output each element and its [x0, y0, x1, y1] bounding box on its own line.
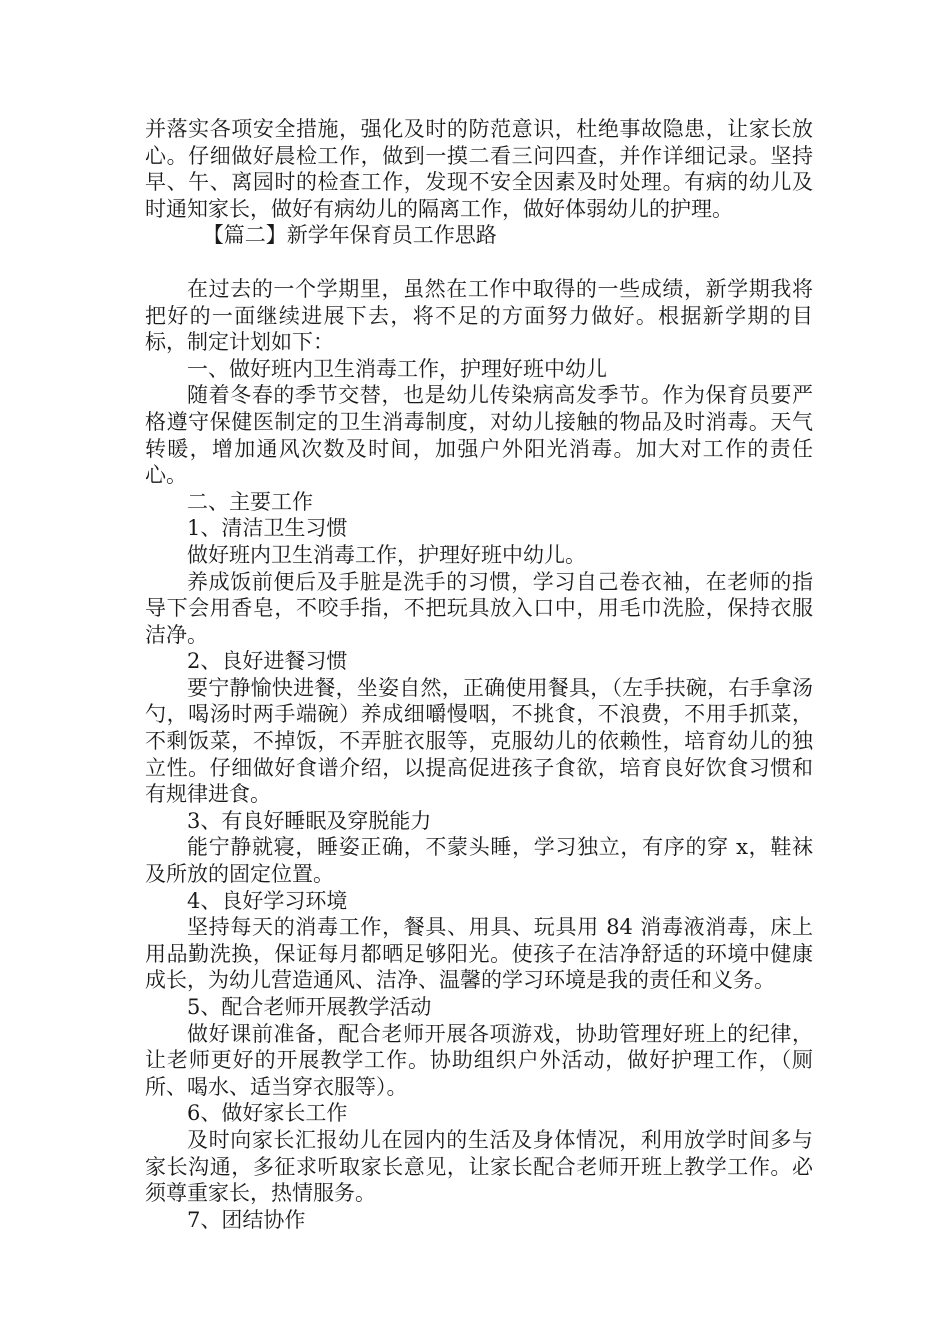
paragraph-eating-habits: 要宁静愉快进餐，坐姿自然，正确使用餐具，（左手扶碗，右手拿汤勺，喝汤时两手端碗）养成细嚼慢咽，不挑食，不浪费，不用手抓菜，不剩饭菜，不掉饭，不弄脏衣服等，克服幼儿的依赖性，培育幼儿的独立性。仔细做好食谱介绍，以提高促进孩子食欲，培育良好饮食习惯和有规律进食。	[145, 675, 813, 807]
heading-teamwork: 7、团结协作	[187, 1207, 306, 1232]
paragraph-assist-teaching: 做好课前准备，配合老师开展各项游戏，协助管理好班上的纪律，让老师更好的开展教学工作。协助组织户外活动，做好护理工作，（厕所、喝水、适当穿衣服等）。	[145, 1021, 813, 1099]
paragraph-learning-environment: 坚持每天的消毒工作，餐具、用具、玩具用 84 消毒液消毒，床上用品勤洗换，保证每月都晒足够阳光。使孩子在洁净舒适的环境中健康成长，为幼儿营造通风、洁净、温馨的学习环境是我的责任和义务。	[145, 915, 813, 993]
paragraph-safety-measures: 并落实各项安全措施，强化及时的防范意识，杜绝事故隐患，让家长放心。仔细做好晨检工作，做到一摸二看三问四查，并作详细记录。坚持早、午、离园时的检查工作，发现不安全因素及时处理。有病的幼儿及时通知家长，做好有病幼儿的隔离工作，做好体弱幼儿的护理。	[145, 117, 813, 221]
heading-sleep-dressing: 3、有良好睡眠及穿脱能力	[187, 808, 432, 833]
heading-cleanliness-habits: 1、清洁卫生习惯	[187, 516, 348, 541]
heading-eating-habits: 2、良好进餐习惯	[187, 649, 348, 674]
paragraph-parent-work: 及时向家长汇报幼儿在园内的生活及身体情况，利用放学时间多与家长沟通，多征求听取家长意见，让家长配合老师开班上教学工作。必须尊重家长，热情服务。	[145, 1127, 813, 1206]
heading-parent-work: 6、做好家长工作	[187, 1101, 348, 1126]
paragraph-introduction: 在过去的一个学期里，虽然在工作中取得的一些成绩，新学期我将把好的一面继续进展下去，将不足的方面努力做好。根据新学期的目标，制定计划如下：	[145, 276, 813, 355]
heading-assist-teaching: 5、配合老师开展教学活动	[187, 995, 432, 1019]
heading-hygiene-disinfection: 一、做好班内卫生消毒工作，护理好班中幼儿	[187, 356, 607, 381]
heading-learning-environment: 4、良好学习环境	[187, 888, 348, 913]
section-title-part-two: 【篇二】新学年保育员工作思路	[202, 223, 497, 248]
paragraph-sleep-dressing: 能宁静就寝，睡姿正确，不蒙头睡，学习独立，有序的穿 x，鞋袜及所放的固定位置。	[145, 835, 813, 887]
heading-main-work: 二、主要工作	[187, 489, 313, 514]
paragraph-cleanliness-intro: 做好班内卫生消毒工作，护理好班中幼儿。	[187, 542, 586, 567]
document-body	[145, 116, 813, 1233]
paragraph-cleanliness-detail: 养成饭前便后及手脏是洗手的习惯，学习自己卷衣袖，在老师的指导下会用香皂，不咬手指，不把玩具放入口中，用毛巾洗脸，保持衣服洁净。	[145, 569, 813, 647]
paragraph-hygiene-disinfection: 随着冬春的季节交替，也是幼儿传染病高发季节。作为保育员要严格遵守保健医制定的卫生消毒制度，对幼儿接触的物品及时消毒。天气转暖，增加通风次数及时间，加强户外阳光消毒。加大对工作的责任心。	[145, 383, 813, 488]
